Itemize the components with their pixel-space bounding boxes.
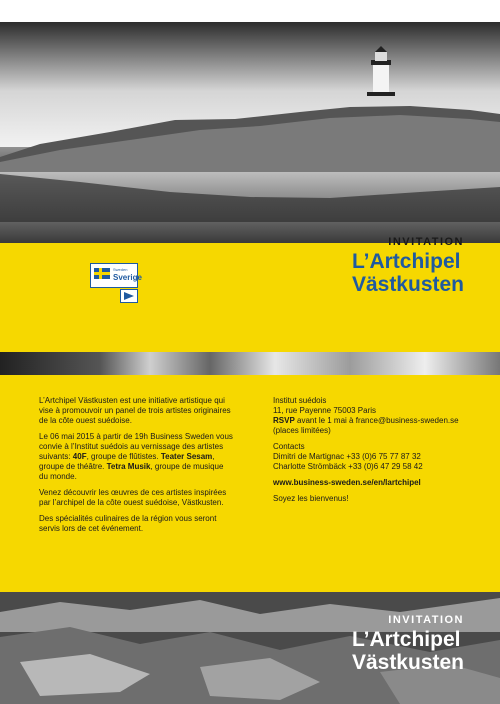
rsvp-line bbox=[273, 416, 459, 435]
contacts-label: Contacts bbox=[273, 442, 305, 451]
lighthouse-photo-frame bbox=[0, 22, 500, 243]
invitation-label: INVITATION bbox=[388, 236, 464, 248]
artist-teater-sesam: Teater Sesam bbox=[160, 452, 213, 461]
venue-name: Institut suédois bbox=[273, 396, 327, 405]
sverige-logo-small-text: Sweden bbox=[113, 267, 128, 272]
sverige-logo bbox=[90, 263, 142, 288]
business-sweden-mark-icon bbox=[124, 292, 134, 300]
discover-paragraph: Venez découvrir les œuvres de ces artistes inspirées par l’archipel de la côte ouest suédoise, Västkusten. bbox=[39, 488, 227, 507]
food-paragraph: Des spécialités culinaires de la région vous seront servis lors de cet événement. bbox=[39, 514, 217, 533]
rsvp-label: RSVP bbox=[273, 416, 295, 425]
contact-charlotte: Charlotte Strömbäck +33 (0)6 47 29 58 42 bbox=[273, 462, 423, 471]
rsvp-text: avant le 1 mai à france@business-sweden.se (places limitées) bbox=[273, 416, 459, 435]
artist-40f: 40F bbox=[72, 452, 87, 461]
lighthouse-photo bbox=[0, 0, 500, 243]
invitation-label-bottom: INVITATION bbox=[388, 614, 464, 626]
contacts-block bbox=[273, 442, 468, 472]
details-column bbox=[273, 396, 468, 510]
event-title-bottom-line2: Västkusten bbox=[351, 651, 464, 674]
middle-photo-strip bbox=[0, 352, 500, 375]
event-title bbox=[352, 250, 464, 296]
venue-address: 11, rue Payenne 75003 Paris bbox=[273, 406, 377, 415]
event-title-bottom bbox=[352, 628, 464, 674]
event-text-a: Le 06 mai 2015 à partir de 19h Business Sweden vous convie à l’Institut suédois au vernissage des artistes suivants: bbox=[39, 432, 233, 461]
event-title-bottom-line1: L’Artchipel bbox=[351, 628, 461, 651]
contact-dimitri: Dimitri de Martignac +33 (0)6 75 77 87 32 bbox=[273, 452, 421, 461]
intro-paragraph: L’Artchipel Västkusten est une initiative artistique qui vise à promouvoir un panel de trois artistes originaires de la côte ouest suédoise. bbox=[39, 396, 231, 425]
description-column bbox=[39, 396, 234, 540]
event-text-b: , groupe de flûtistes. bbox=[86, 452, 161, 461]
sverige-logo-text: Sverige bbox=[113, 273, 142, 282]
swedish-flag-icon bbox=[94, 268, 110, 279]
event-title-line2: Västkusten bbox=[351, 273, 464, 296]
website-text[interactable]: www.business-sweden.se/en/lartchipel bbox=[273, 478, 421, 487]
event-paragraph bbox=[39, 432, 234, 482]
event-text-d: , groupe de musique du monde. bbox=[39, 462, 224, 481]
business-sweden-logo bbox=[120, 289, 138, 303]
event-title-line1: L’Artchipel bbox=[351, 250, 461, 273]
artist-tetra-musik: Tetra Musik bbox=[106, 462, 151, 471]
welcome-text: Soyez les bienvenus! bbox=[273, 494, 349, 503]
venue-block bbox=[273, 396, 468, 436]
lighthouse-illustration bbox=[0, 22, 500, 243]
website-link[interactable] bbox=[273, 478, 468, 488]
event-text-c: , groupe de théâtre. bbox=[39, 452, 215, 471]
